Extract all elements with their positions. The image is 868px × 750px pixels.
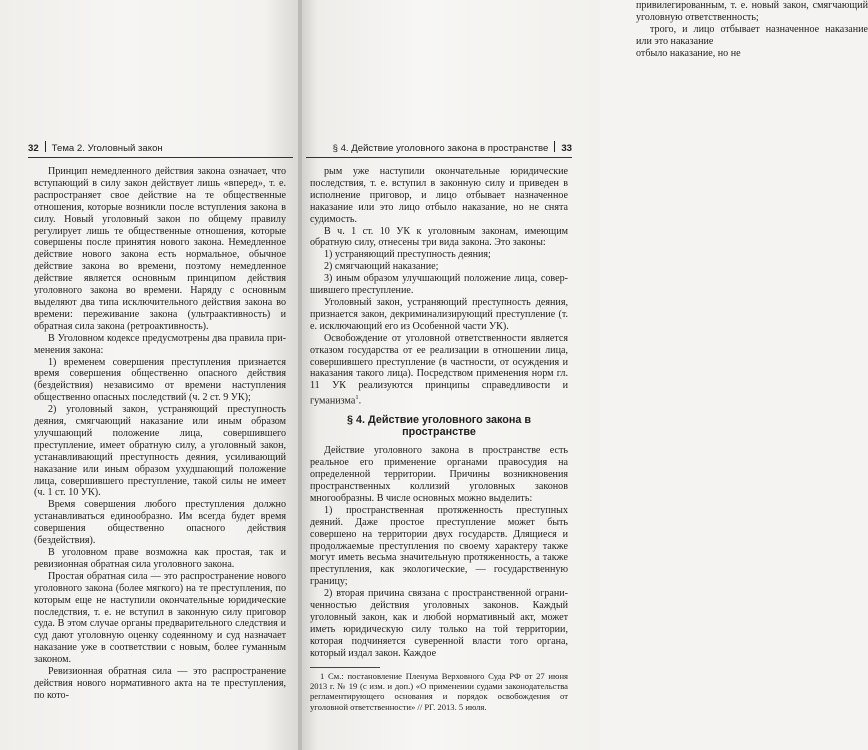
header-rule-left [28, 157, 293, 158]
prev-tail-line: отбыло наказание, но не [636, 47, 741, 59]
paragraph: 1) временем совершения преступления признается время совершения общественно опасного действия (бездействия) независимо от времени наступления общественно опасных последствий (ч. 2 ст. 9 УК); [34, 356, 286, 404]
paragraph: рым уже наступили окончательные юридические последствия, т. е. вступил в законную силу и приведен в исполнение приговор, и лицо отбывает назначенное наказание или это лицо отбыло наказание, но не снята судимость. [310, 166, 568, 225]
header-rule-right [306, 157, 572, 158]
section-running-title: § 4. Действие уголовного закона в пространстве [332, 143, 549, 154]
page-number-right: 33 [561, 143, 572, 154]
section-heading: § 4. Действие уголовного закона в пространстве [347, 414, 531, 439]
paragraph: Принцип немедленного действия закона означает, что вступающий в силу закон действует лишь «вперед», т. е. распространяет свое действие на те общественные отношения, которые возникли после вступления закона в силу. Новый уголовный закон по общему правилу регулирует лишь те общественные отношения, которые совершены после принятия нового закона. Немедленное действие нового закона есть нормальное, обычное действие закона во времени, поэтому немедленное действие является основным принципом действия уголовного закона во времени. Наряду с основным выделяют два типа исключительного действия закона во времени: переживание закона (ультраактивность) и обратная сила закона (ретроактивность). [34, 166, 286, 332]
header-separator [45, 141, 46, 152]
prev-tail-line: трого, и лицо отбывает назначенное наказание или это наказание [636, 23, 868, 47]
paragraph: 2) уголовный закон, устраняющий преступность деяния, смягчающий наказание или иным образом улучшающий положение лица, совершившего преступление, имеет обратную силу, а уголовный закон, устанавливающий преступность деяния, усиливающий наказание или иным образом ухудшающий положение лица, совершившего преступление, такой силы не имеет (ч. 1 ст. 10 УК). [34, 404, 286, 499]
paragraph: Ревизионная обратная сила — это распространение действия нового нормативного акта на те преступления, по кото- [34, 666, 286, 701]
right-page-body [310, 166, 568, 712]
footnote-marker: 1 [355, 394, 359, 402]
header-separator [554, 141, 555, 152]
list-item: 2) смягчающий наказание; [324, 261, 439, 273]
page-number-left: 32 [28, 143, 39, 154]
left-page-body [34, 166, 286, 702]
paragraph: Уголовный закон, устраняющий преступность деяния, признается закон, декриминализирующий преступление (т. е. исключающий его из Особенной части УК). [310, 296, 568, 332]
paragraph-text: Освобождение от уголовной ответственности является отказом государства от ее реализации в отношении лица, совершившего преступление (в частности, от осуждения и наказания такого лица). Посредством применения норм гл. 11 УК реализуются принципы справедливости и гуманизма [310, 332, 568, 407]
list-item: 3) иным образом улучшающий положение лица, совершившего преступление. [310, 273, 568, 297]
prev-tail-line: привилегированным, т. е. новый закон, смягчающий уголовную ответственность; [636, 0, 868, 23]
footnote: 1 См.: постановление Пленума Верховного Суда РФ от 27 июня 2013 г. № 19 (с изм. и доп.) «О применении судами законодательства регламентирующего основания и порядок освобождения от уголовной ответственности» // РГ. 2013. 5 июля. [310, 670, 568, 712]
running-head-left [28, 140, 293, 158]
list-item: 2) вторая причина связана с пространственной ограниченностью действия уголовных законов. Каждый уголовный закон, как и любой нормативный акт, может иметь юридическую силу только на той территории, которая подчиняется суверенной власти того органа, который издал закон. Каждое [310, 588, 568, 659]
paragraph: Действие уголовного закона в пространстве есть реальное его применение органами правосудия на определенной территории. Причины возникновения пространственных коллизий уголовных законов многообразны. В числе основных можно выделить: [310, 445, 568, 504]
list-item: 1) пространственная протяженность преступных деяний. Даже простое преступление может быть совершено на территории двух государств. Длящиеся и продолжаемые преступления по своему характеру также могут иметь весьма значительную протяженность, а также преступления, как экологические, — государственную границу; [310, 504, 568, 588]
book-gutter [298, 0, 302, 750]
list-item: 1) устраняющий преступность деяния; [324, 249, 491, 261]
chapter-title: Тема 2. Уголовный закон [51, 143, 163, 154]
paragraph: В ч. 1 ст. 10 УК к уголовным законам, имеющим обратную силу, отнесены три вида закона. Это законы: [310, 225, 568, 249]
paragraph: Освобождение от уголовной ответственности является отказом государства от ее реализации в отношении лица, совершившего преступление (в частности, от осуждения и наказания такого лица). Посредством применения норм гл. 11 УК реализуются принципы справедливости и гуманизма$^1$. [310, 332, 568, 407]
paragraph: В уголовном праве возможна как простая, так и ревизионная обратная сила уголовного закона. [34, 547, 286, 570]
previous-page-tail [636, 0, 868, 60]
footnote-rule [310, 667, 380, 668]
running-head-right [306, 140, 572, 158]
paragraph: Время совершения любого преступления должно устанавливаться единообразно. Им всегда будет время совершения общественно опасного действия (бездействия). [34, 499, 286, 547]
paragraph: В Уголовном кодексе предусмотрены два правила применения закона: [34, 332, 286, 356]
paragraph: Простая обратная сила — это распространение нового уголовного закона (более мягкого) на те преступления, по которым еще не наступили окончательные юридические последствия, т. е. не вступил в законную силу приговор суда. В этом случае органы предварительного следствия и суд дают уголовную оценку содеянному и суд назначает наказание уже в соответствии с новым, более гуманным законом. [34, 570, 286, 666]
